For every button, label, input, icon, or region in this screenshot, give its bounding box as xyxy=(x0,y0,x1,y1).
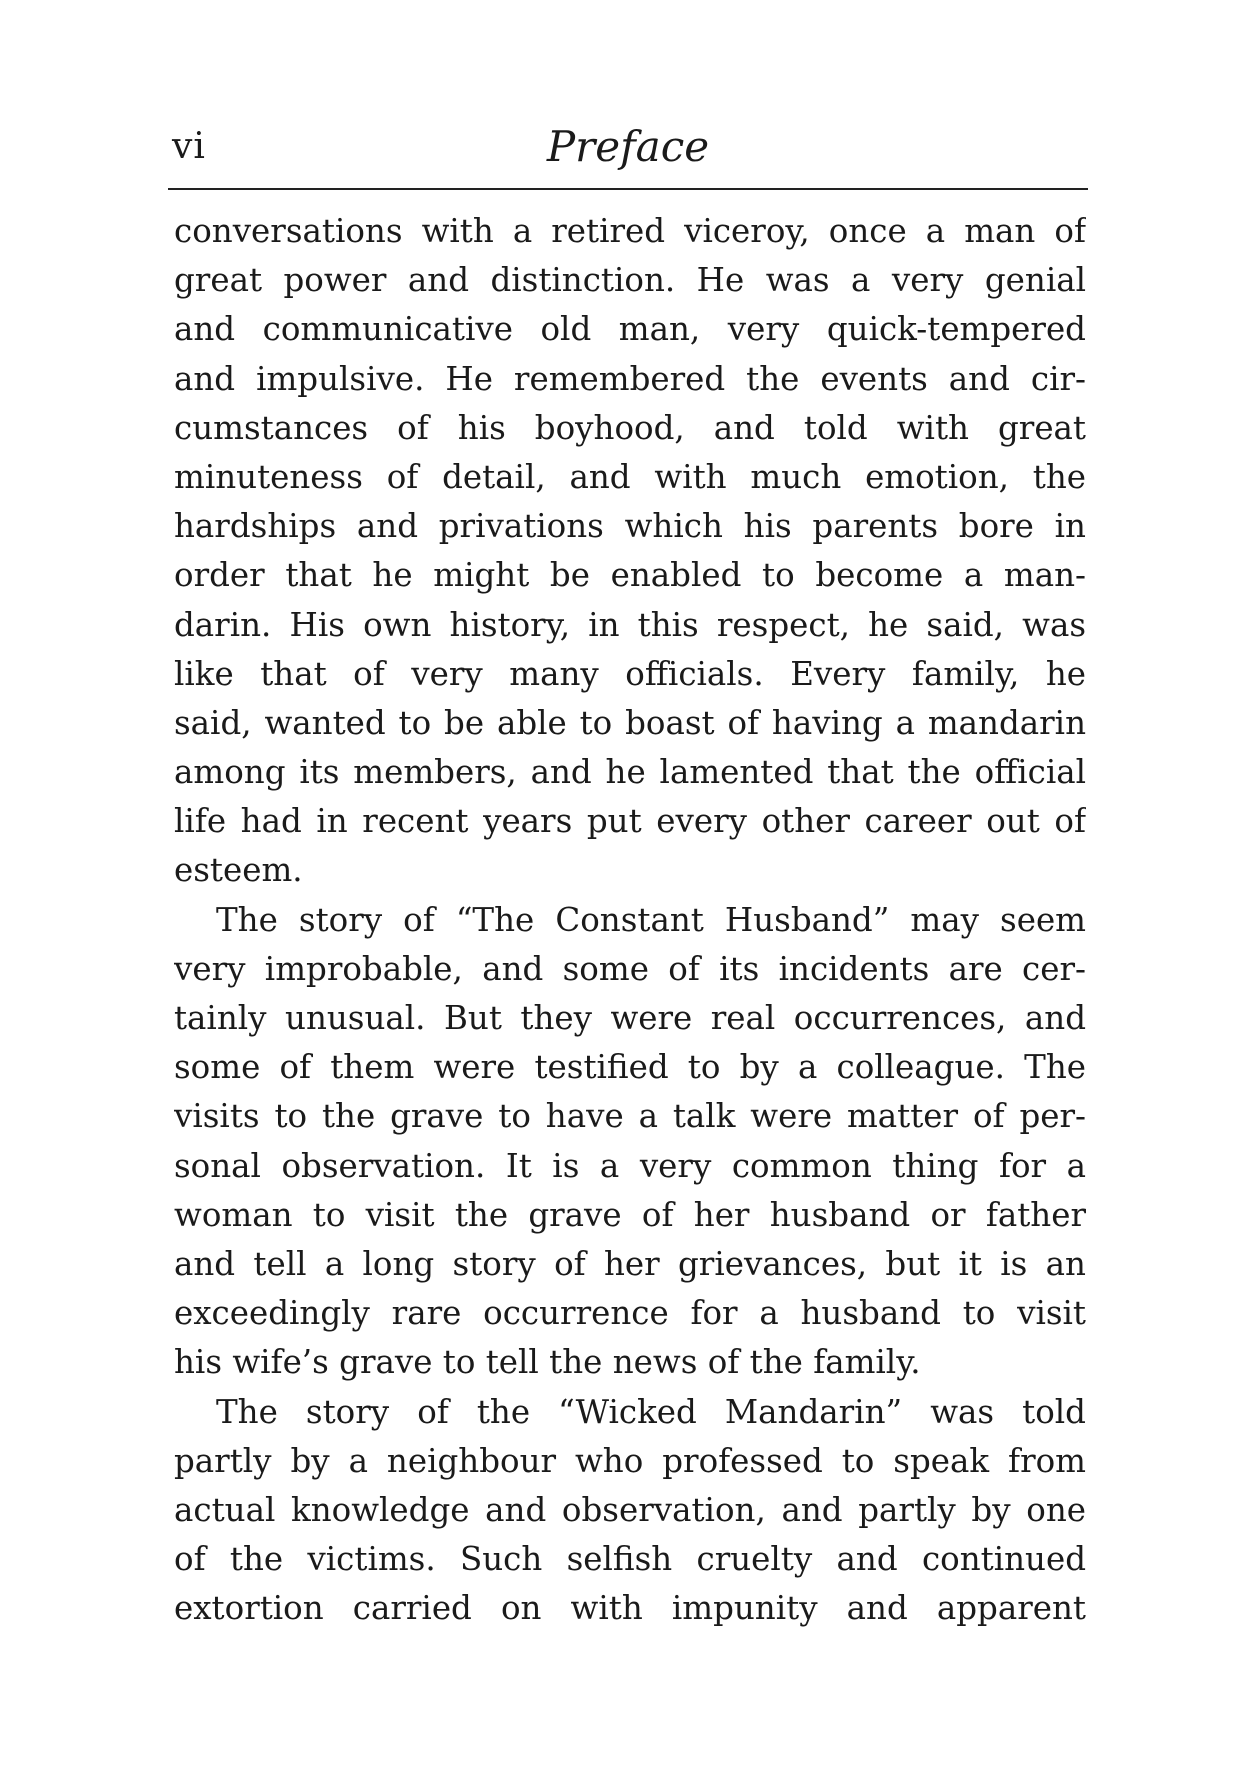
text-line: life had in recent years put every other career out of xyxy=(174,802,1086,841)
text-line: order that he might be enabled to become a man- xyxy=(174,556,1086,595)
text-line: extortion carried on with impunity and apparent xyxy=(174,1589,1086,1628)
text-line: and communicative old man, very quick-tempered xyxy=(174,310,1086,349)
page-header xyxy=(172,118,1084,182)
page-number: vi xyxy=(172,126,206,167)
text-line: conversations with a retired viceroy, once a man of xyxy=(174,212,1086,250)
text-line: actual knowledge and observation, and partly by one xyxy=(174,1490,1086,1529)
text-line: esteem. xyxy=(174,851,303,890)
running-title: Preface xyxy=(546,122,710,171)
text-line: sonal observation. It is a very common thing for a xyxy=(174,1146,1086,1185)
text-line: woman to visit the grave of her husband or father xyxy=(174,1195,1086,1234)
text-line: visits to the grave to have a talk were matter of per- xyxy=(174,1097,1086,1136)
text-line: and tell a long story of her grievances, but it is an xyxy=(174,1244,1086,1283)
text-line: tainly unusual. But they were real occurrences, and xyxy=(174,999,1086,1037)
text-line: The story of the “Wicked Mandarin” was told xyxy=(216,1392,1086,1431)
text-line: and impulsive. He remembered the events and cir- xyxy=(174,359,1086,398)
text-line: his wife’s grave to tell the news of the family. xyxy=(174,1343,921,1382)
text-line: cumstances of his boyhood, and told with great xyxy=(174,408,1086,447)
text-line: hardships and privations which his parents bore in xyxy=(174,507,1086,546)
text-line: some of them were testified to by a colleague. The xyxy=(174,1048,1086,1087)
text-line: like that of very many officials. Every family, he xyxy=(174,654,1086,693)
text-line: darin. His own history, in this respect, he said, was xyxy=(174,605,1086,644)
text-line: great power and distinction. He was a very genial xyxy=(174,261,1086,300)
body-text xyxy=(174,207,1086,1633)
text-line: among its members, and he lamented that the official xyxy=(174,753,1086,792)
header-rule xyxy=(168,188,1088,190)
text-line: exceedingly rare occurrence for a husband to visit xyxy=(174,1294,1086,1333)
text-line: partly by a neighbour who professed to speak from xyxy=(174,1441,1086,1480)
text-line: of the victims. Such selfish cruelty and continued xyxy=(174,1540,1086,1579)
text-line: said, wanted to be able to boast of having a mandarin xyxy=(174,703,1086,742)
text-line: very improbable, and some of its incidents are cer- xyxy=(174,949,1086,988)
text-line: The story of “The Constant Husband” may seem xyxy=(216,900,1086,939)
text-line: minuteness of detail, and with much emotion, the xyxy=(174,457,1086,496)
